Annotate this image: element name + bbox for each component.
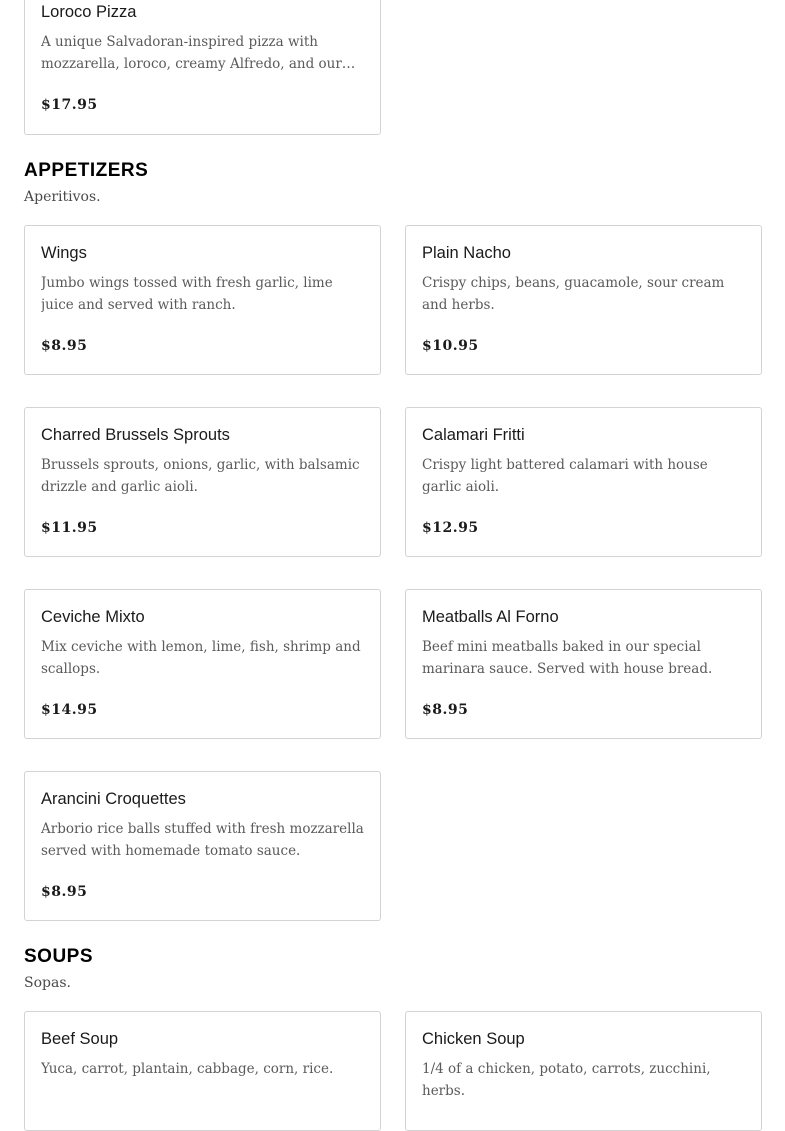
item-name: Chicken Soup	[422, 1030, 525, 1048]
item-name: Calamari Fritti	[422, 426, 525, 444]
item-price: $12.95	[422, 520, 479, 536]
menu-item-card[interactable]	[405, 1011, 762, 1131]
menu-item-card[interactable]	[24, 771, 381, 921]
item-name: Charred Brussels Sprouts	[41, 426, 230, 444]
section-subtitle-soups: Sopas.	[24, 975, 71, 991]
item-name: Beef Soup	[41, 1030, 119, 1048]
item-price: $14.95	[41, 702, 98, 718]
menu-item-card[interactable]	[405, 407, 762, 557]
item-price: $8.95	[41, 338, 88, 354]
item-description: Crispy chips, beans, guacamole, sour cream and herbs.	[422, 275, 725, 313]
section-subtitle-appetizers: Aperitivos.	[24, 189, 101, 205]
item-price: $10.95	[422, 338, 479, 354]
item-price: $8.95	[422, 702, 469, 718]
item-price: $17.95	[41, 97, 98, 113]
item-name: Loroco Pizza	[41, 3, 137, 21]
item-description: Yuca, carrot, plantain, cabbage, corn, rice.	[41, 1061, 334, 1077]
menu-item-card[interactable]	[24, 589, 381, 739]
item-name: Plain Nacho	[422, 244, 511, 262]
section-title-soups: SOUPS	[24, 946, 94, 967]
item-description: A unique Salvadoran-inspired pizza with mozzarella, loroco, creamy Alfredo, and our…	[41, 34, 356, 72]
menu-item-card[interactable]	[405, 589, 762, 739]
item-name: Meatballs Al Forno	[422, 608, 559, 626]
menu-item-card[interactable]	[24, 1011, 381, 1131]
item-description: 1/4 of a chicken, potato, carrots, zucchini, herbs.	[422, 1061, 711, 1099]
menu-item-card[interactable]	[24, 407, 381, 557]
item-name: Ceviche Mixto	[41, 608, 145, 626]
item-description: Arborio rice balls stuffed with fresh mozzarella served with homemade tomato sauce.	[41, 821, 364, 859]
item-name: Arancini Croquettes	[41, 790, 186, 808]
item-description: Crispy light battered calamari with house garlic aioli.	[422, 457, 708, 495]
section-title-appetizers: APPETIZERS	[24, 160, 149, 181]
item-description: Jumbo wings tossed with fresh garlic, lime juice and served with ranch.	[41, 275, 333, 313]
item-description: Brussels sprouts, onions, garlic, with balsamic drizzle and garlic aioli.	[41, 457, 360, 495]
item-price: $11.95	[41, 520, 98, 536]
menu-item-card[interactable]	[24, 0, 381, 135]
menu-item-card[interactable]	[24, 225, 381, 375]
item-price: $8.95	[41, 884, 88, 900]
item-description: Beef mini meatballs baked in our special marinara sauce. Served with house bread.	[422, 639, 713, 677]
item-description: Mix ceviche with lemon, lime, fish, shrimp and scallops.	[41, 639, 361, 677]
menu-item-card[interactable]	[405, 225, 762, 375]
item-name: Wings	[41, 244, 87, 262]
